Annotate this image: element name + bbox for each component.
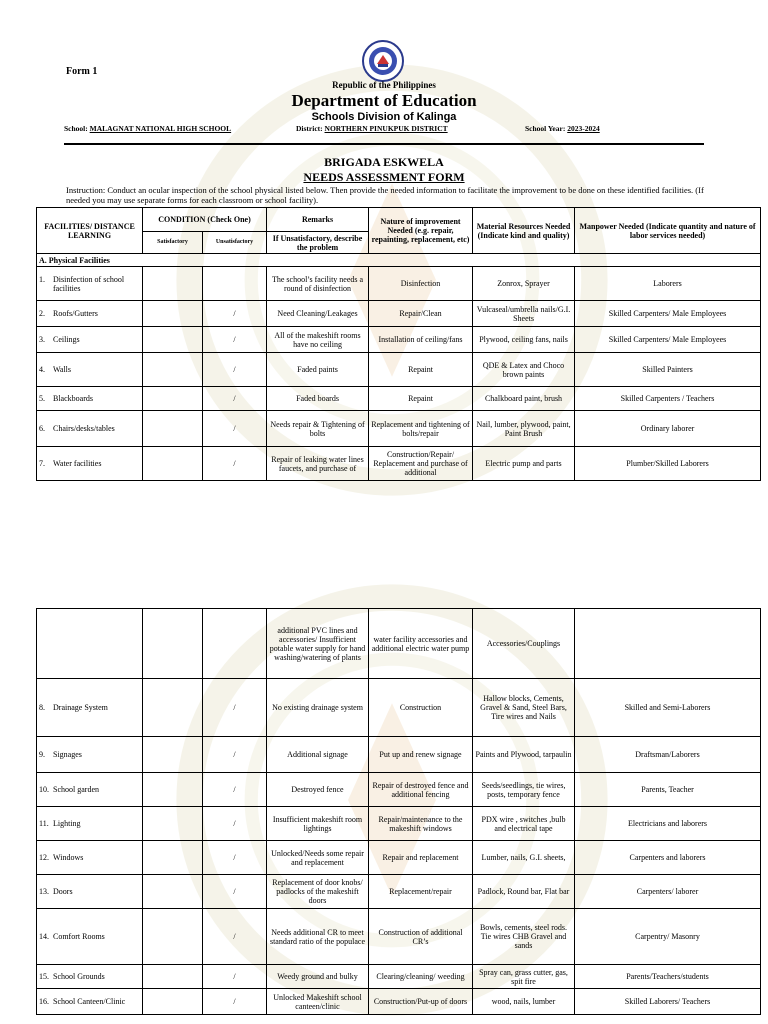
material-cell: Hallow blocks, Cements, Gravel & Sand, Steel Bars, Tire wires and Nails — [473, 679, 575, 737]
satisfactory-cell — [143, 841, 203, 875]
material-cell: Seeds/seedlings, tie wires, posts, temporary fence — [473, 773, 575, 807]
facility-label: Drainage System — [53, 703, 108, 712]
col-facilities: FACILITIES/ DISTANCE LEARNING — [37, 208, 143, 254]
remarks-cell: Unlocked/Needs some repair and replacement — [267, 841, 369, 875]
col-unsatisfactory: Unsatisfactory — [203, 232, 267, 254]
table-row — [37, 875, 761, 909]
row-number: 7. — [39, 459, 45, 468]
manpower-cell: Parents/Teachers/students — [575, 965, 761, 989]
row-number: 2. — [39, 309, 45, 318]
table-row — [37, 909, 761, 965]
material-cell: Zonrox, Sprayer — [473, 267, 575, 301]
nature-cell: Repaint — [369, 353, 473, 387]
unsatisfactory-cell — [203, 267, 267, 301]
unsatisfactory-cell: / — [203, 841, 267, 875]
manpower-cell: Skilled and Semi-Laborers — [575, 679, 761, 737]
manpower-cell: Laborers — [575, 267, 761, 301]
satisfactory-cell — [143, 965, 203, 989]
nature-cell: Construction of additional CR’s — [369, 909, 473, 965]
row-number: 9. — [39, 750, 45, 759]
nature-cell: water facility accessories and additional electric water pump — [369, 609, 473, 679]
remarks-cell: Faded boards — [267, 387, 369, 411]
facility-label: School Canteen/Clinic — [53, 997, 126, 1006]
republic-line: Republic of the Philippines — [332, 80, 436, 90]
facility-cell — [37, 327, 143, 353]
material-cell: Nail, lumber, plywood, paint, Paint Brush — [473, 411, 575, 447]
manpower-cell — [575, 609, 761, 679]
facility-cell — [37, 679, 143, 737]
district-field: District: NORTHERN PINUKPUK DISTRICT — [296, 124, 448, 133]
nature-cell: Repair/Clean — [369, 301, 473, 327]
facility-cell — [37, 301, 143, 327]
facility-label: Doors — [53, 887, 73, 896]
facility-label: Windows — [53, 853, 84, 862]
nature-cell: Repaint — [369, 387, 473, 411]
unsatisfactory-cell: / — [203, 737, 267, 773]
deped-seal-icon — [362, 40, 404, 82]
assessment-table-page2 — [36, 608, 761, 1015]
facility-cell — [37, 807, 143, 841]
remarks-cell: Need Cleaning/Leakages — [267, 301, 369, 327]
facility-cell — [37, 965, 143, 989]
table-row — [37, 737, 761, 773]
remarks-cell: Replacement of door knobs/ padlocks of the makeshift doors — [267, 875, 369, 909]
manpower-cell: Electricians and laborers — [575, 807, 761, 841]
material-cell: Lumber, nails, G.I. sheets, — [473, 841, 575, 875]
nature-cell: Construction — [369, 679, 473, 737]
facility-cell — [37, 875, 143, 909]
manpower-cell: Draftsman/Laborers — [575, 737, 761, 773]
unsatisfactory-cell: / — [203, 353, 267, 387]
row-number: 4. — [39, 365, 45, 374]
unsatisfactory-cell: / — [203, 301, 267, 327]
row-number: 11. — [39, 819, 49, 828]
row-number: 16. — [39, 997, 49, 1006]
unsatisfactory-cell: / — [203, 965, 267, 989]
form-title: BRIGADA ESKWELA — [324, 155, 444, 169]
header-divider — [64, 143, 704, 145]
row-number: 14. — [39, 932, 49, 941]
nature-cell: Replacement/repair — [369, 875, 473, 909]
col-satisfactory: Satisfactory — [143, 232, 203, 254]
row-number: 1. — [39, 274, 45, 284]
col-material: Material Resources Needed (Indicate kind and quality) — [473, 208, 575, 254]
satisfactory-cell — [143, 387, 203, 411]
table-row — [37, 807, 761, 841]
facility-label: Lighting — [53, 819, 81, 828]
row-number: 8. — [39, 703, 45, 712]
satisfactory-cell — [143, 609, 203, 679]
division-name: Schools Division of Kalinga — [311, 111, 457, 123]
col-remarks-sub: If Unsatisfactory, describe the problem — [267, 232, 369, 254]
row-number: 6. — [39, 424, 45, 433]
facility-label: Signages — [53, 750, 82, 759]
table-row — [37, 327, 761, 353]
unsatisfactory-cell: / — [203, 387, 267, 411]
satisfactory-cell — [143, 737, 203, 773]
remarks-cell: additional PVC lines and accessories/ Insufficient potable water supply for hand washing/watering of plants — [267, 609, 369, 679]
facility-label: Comfort Rooms — [53, 932, 105, 941]
remarks-cell: All of the makeshift rooms have no ceiling — [267, 327, 369, 353]
col-nature: Nature of improvement Needed (e.g. repair, repainting, replacement, etc) — [369, 208, 473, 254]
facility-label: Chairs/desks/tables — [53, 424, 115, 433]
table-row — [37, 411, 761, 447]
manpower-cell: Carpenters/ laborer — [575, 875, 761, 909]
nature-cell: Disinfection — [369, 267, 473, 301]
facility-cell — [37, 773, 143, 807]
school-field: School: MALAGNAT NATIONAL HIGH SCHOOL — [64, 124, 232, 133]
assessment-table-page1 — [36, 207, 761, 481]
remarks-cell: Repair of leaking water lines faucets, and purchase of — [267, 447, 369, 481]
nature-cell: Clearing/cleaning/ weeding — [369, 965, 473, 989]
unsatisfactory-cell: / — [203, 447, 267, 481]
col-remarks: Remarks — [267, 208, 369, 232]
material-cell: Spray can, grass cutter, gas, spit fire — [473, 965, 575, 989]
manpower-cell: Carpenters and laborers — [575, 841, 761, 875]
form-subtitle: NEEDS ASSESSMENT FORM — [303, 170, 465, 184]
facility-label: Roofs/Gutters — [53, 309, 98, 318]
manpower-cell: Skilled Carpenters/ Male Employees — [575, 301, 761, 327]
facility-cell — [37, 737, 143, 773]
facility-cell — [37, 909, 143, 965]
unsatisfactory-cell: / — [203, 909, 267, 965]
unsatisfactory-cell: / — [203, 327, 267, 353]
unsatisfactory-cell: / — [203, 411, 267, 447]
material-cell: wood, nails, lumber — [473, 989, 575, 1015]
remarks-cell: Insufficient makeshift room lightings — [267, 807, 369, 841]
manpower-cell: Parents, Teacher — [575, 773, 761, 807]
col-manpower: Manpower Needed (Indicate quantity and nature of labor services needed) — [575, 208, 761, 254]
satisfactory-cell — [143, 909, 203, 965]
manpower-cell: Skilled Laborers/ Teachers — [575, 989, 761, 1015]
facility-cell — [37, 353, 143, 387]
row-number: 10. — [39, 785, 49, 794]
unsatisfactory-cell — [203, 609, 267, 679]
school-year-field: School Year: 2023-2024 — [525, 124, 600, 133]
facility-cell — [37, 609, 143, 679]
satisfactory-cell — [143, 875, 203, 909]
department-title: Department of Education — [291, 91, 477, 110]
satisfactory-cell — [143, 989, 203, 1015]
row-number: 15. — [39, 972, 49, 981]
material-cell: Padlock, Round bar, Flat bar — [473, 875, 575, 909]
unsatisfactory-cell: / — [203, 875, 267, 909]
facility-cell — [37, 387, 143, 411]
satisfactory-cell — [143, 447, 203, 481]
satisfactory-cell — [143, 773, 203, 807]
nature-cell: Construction/Repair/ Replacement and purchase of additional — [369, 447, 473, 481]
satisfactory-cell — [143, 301, 203, 327]
table-row — [37, 965, 761, 989]
manpower-cell: Plumber/Skilled Laborers — [575, 447, 761, 481]
form-number: Form 1 — [66, 66, 98, 77]
table-row — [37, 353, 761, 387]
row-number: 12. — [39, 853, 49, 862]
remarks-cell: Needs additional CR to meet standard ratio of the populace — [267, 909, 369, 965]
unsatisfactory-cell: / — [203, 807, 267, 841]
nature-cell: Replacement and tightening of bolts/repair — [369, 411, 473, 447]
table-row — [37, 301, 761, 327]
table-row — [37, 989, 761, 1015]
table-row — [37, 447, 761, 481]
material-cell: Plywood, ceiling fans, nails — [473, 327, 575, 353]
remarks-cell: Weedy ground and bulky — [267, 965, 369, 989]
row-number: 3. — [39, 335, 45, 344]
facility-label: Water facilities — [53, 459, 102, 468]
remarks-cell: No existing drainage system — [267, 679, 369, 737]
satisfactory-cell — [143, 679, 203, 737]
unsatisfactory-cell: / — [203, 679, 267, 737]
facility-cell — [37, 411, 143, 447]
unsatisfactory-cell: / — [203, 773, 267, 807]
nature-cell: Repair and replacement — [369, 841, 473, 875]
manpower-cell: Skilled Carpenters / Teachers — [575, 387, 761, 411]
material-cell: Vulcaseal/umbrella nails/G.I. Sheets — [473, 301, 575, 327]
satisfactory-cell — [143, 411, 203, 447]
material-cell: PDX wire , switches ,bulb and electrical tape — [473, 807, 575, 841]
facility-cell — [37, 447, 143, 481]
remarks-cell: Destroyed fence — [267, 773, 369, 807]
col-condition: CONDITION (Check One) — [143, 208, 267, 232]
facility-cell — [37, 841, 143, 875]
satisfactory-cell — [143, 327, 203, 353]
unsatisfactory-cell: / — [203, 989, 267, 1015]
facility-label: School Grounds — [53, 972, 105, 981]
nature-cell: Repair/maintenance to the makeshift windows — [369, 807, 473, 841]
material-cell: QDE & Latex and Choco brown paints — [473, 353, 575, 387]
table-row — [37, 387, 761, 411]
manpower-cell: Carpentry/ Masonry — [575, 909, 761, 965]
instruction-text: Instruction: Conduct an ocular inspection of the school physical listed below. Then provide the needed information to facilitate the improvement to be done on these identified facilities. (If needed you may use separate forms for each classroom or school facility). — [66, 185, 704, 205]
row-number: 13. — [39, 887, 49, 896]
manpower-cell: Ordinary laborer — [575, 411, 761, 447]
remarks-cell: Additional signage — [267, 737, 369, 773]
nature-cell: Construction/Put-up of doors — [369, 989, 473, 1015]
table-row — [37, 773, 761, 807]
satisfactory-cell — [143, 267, 203, 301]
manpower-cell: Skilled Carpenters/ Male Employees — [575, 327, 761, 353]
table-row — [37, 841, 761, 875]
satisfactory-cell — [143, 807, 203, 841]
table-row — [37, 267, 761, 301]
material-cell: Chalkboard paint, brush — [473, 387, 575, 411]
material-cell: Accessories/Couplings — [473, 609, 575, 679]
manpower-cell: Skilled Painters — [575, 353, 761, 387]
material-cell: Paints and Plywood, tarpaulin — [473, 737, 575, 773]
satisfactory-cell — [143, 353, 203, 387]
material-cell: Bowls, cements, steel rods. Tie wires CHB Gravel and sands — [473, 909, 575, 965]
remarks-cell: Needs repair & Tightening of bolts — [267, 411, 369, 447]
remarks-cell: Unlocked Makeshift school canteen/clinic — [267, 989, 369, 1015]
facility-label: Ceilings — [53, 335, 80, 344]
section-a-heading: A. Physical Facilities — [37, 254, 761, 267]
facility-label: Disinfection of school facilities — [53, 274, 125, 293]
material-cell: Electric pump and parts — [473, 447, 575, 481]
nature-cell: Installation of ceiling/fans — [369, 327, 473, 353]
facility-cell — [37, 267, 143, 301]
facility-label: Walls — [53, 365, 72, 374]
facility-label: School garden — [53, 785, 99, 794]
remarks-cell: Faded paints — [267, 353, 369, 387]
facility-label: Blackboards — [53, 394, 93, 403]
nature-cell: Repair of destroyed fence and additional fencing — [369, 773, 473, 807]
nature-cell: Put up and renew signage — [369, 737, 473, 773]
table-row — [37, 679, 761, 737]
row-number: 5. — [39, 394, 45, 403]
remarks-cell: The school’s facility needs a round of disinfection — [267, 267, 369, 301]
table-row — [37, 609, 761, 679]
facility-cell — [37, 989, 143, 1015]
